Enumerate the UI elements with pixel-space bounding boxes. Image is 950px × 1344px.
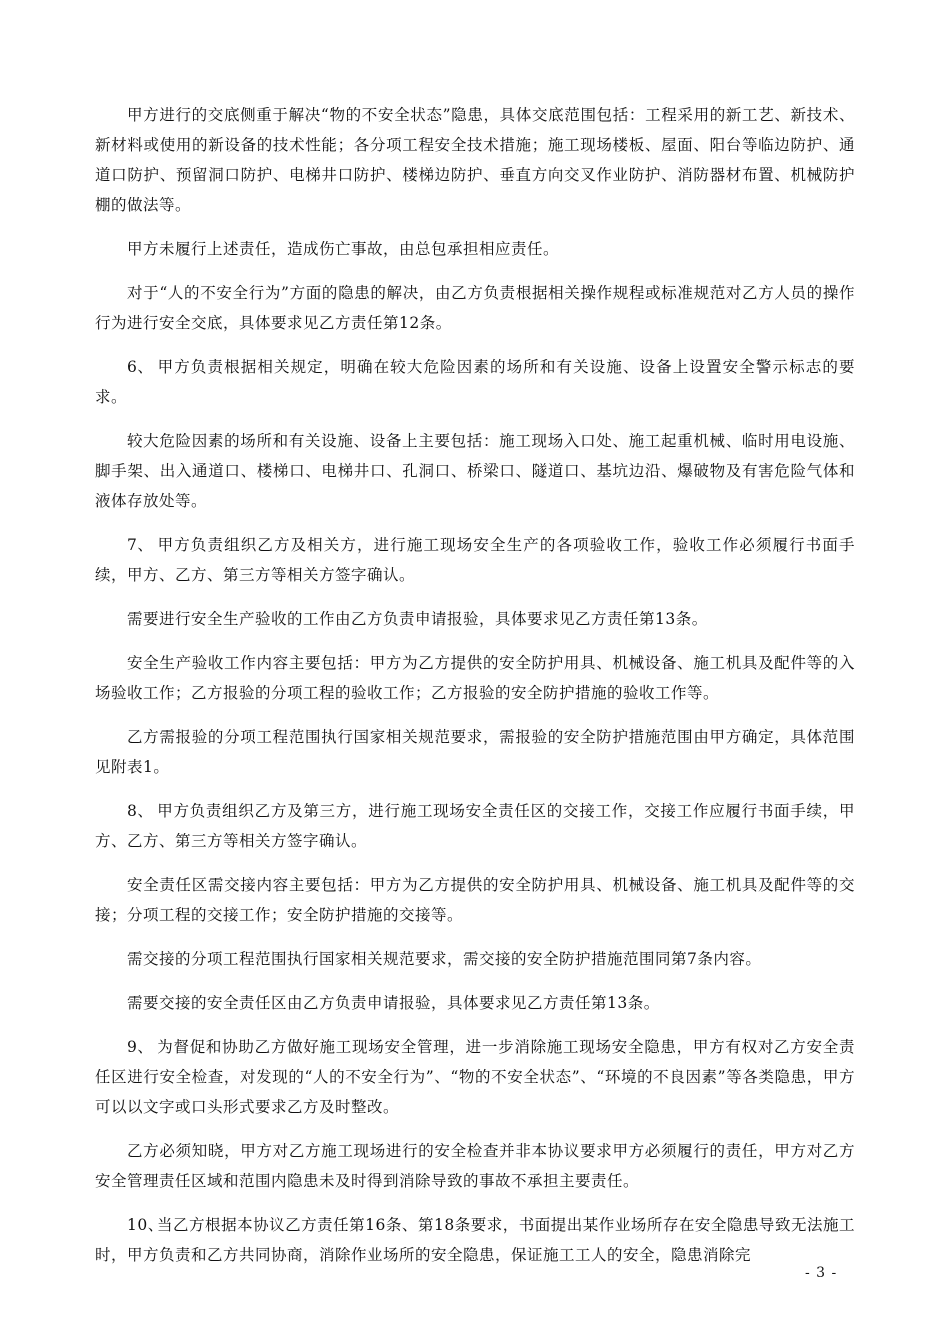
paragraph	[95, 234, 855, 264]
paragraph	[95, 278, 855, 338]
item-number: 7、	[127, 536, 154, 554]
paragraph	[95, 100, 855, 220]
item-number: 6、	[127, 358, 154, 376]
paragraph	[95, 944, 855, 974]
item-number: 8、	[127, 802, 154, 820]
numbered-paragraph	[95, 796, 855, 856]
paragraph-text: 甲方负责组织乙方及相关方，进行施工现场安全生产的各项验收工作，验收工作必须履行书面手续，甲方、乙方、第三方等相关方签字确认。	[95, 536, 855, 584]
item-number: 9、	[127, 1038, 154, 1056]
paragraph-text: 甲方进行的交底侧重于解决“物的不安全状态”隐患，具体交底范围包括：工程采用的新工艺、新技术、新材料或使用的新设备的技术性能；各分项工程安全技术措施；施工现场楼板、屋面、阳台等临边防护、通道口防护、预留洞口防护、电梯井口防护、楼梯边防护、垂直方向交叉作业防护、消防器材布置、机械防护棚的做法等。	[95, 106, 855, 214]
numbered-paragraph	[95, 530, 855, 590]
paragraph	[95, 988, 855, 1018]
document-body	[95, 100, 855, 1284]
paragraph-text: 乙方必须知晓，甲方对乙方施工现场进行的安全检查并非本协议要求甲方必须履行的责任，甲方对乙方安全管理责任区域和范围内隐患未及时得到消除导致的事故不承担主要责任。	[95, 1142, 855, 1190]
paragraph-text: 当乙方根据本协议乙方责任第16条、第18条要求，书面提出某作业场所存在安全隐患导致无法施工时，甲方负责和乙方共同协商，消除作业场所的安全隐患，保证施工工人的安全，隐患消除完	[95, 1216, 855, 1264]
paragraph-text: 安全生产验收工作内容主要包括：甲方为乙方提供的安全防护用具、机械设备、施工机具及配件等的入场验收工作；乙方报验的分项工程的验收工作；乙方报验的安全防护措施的验收工作等。	[95, 654, 855, 702]
item-number: 10、	[127, 1216, 164, 1234]
paragraph-text: 需要交接的安全责任区由乙方负责申请报验，具体要求见乙方责任第13条。	[127, 994, 660, 1012]
paragraph	[95, 870, 855, 930]
paragraph-text: 较大危险因素的场所和有关设施、设备上主要包括：施工现场入口处、施工起重机械、临时用电设施、脚手架、出入通道口、楼梯口、电梯井口、孔洞口、桥梁口、隧道口、基坑边沿、爆破物及有害危险气体和液体存放处等。	[95, 432, 855, 510]
paragraph	[95, 648, 855, 708]
paragraph-text: 需交接的分项工程范围执行国家相关规范要求，需交接的安全防护措施范围同第7条内容。	[127, 950, 762, 968]
paragraph	[95, 1136, 855, 1196]
numbered-paragraph	[95, 352, 855, 412]
paragraph-text: 对于“人的不安全行为”方面的隐患的解决，由乙方负责根据相关操作规程或标准规范对乙方人员的操作行为进行安全交底，具体要求见乙方责任第12条。	[95, 284, 855, 332]
paragraph-text: 乙方需报验的分项工程范围执行国家相关规范要求，需报验的安全防护措施范围由甲方确定，具体范围见附表1。	[95, 728, 855, 776]
paragraph-text: 甲方未履行上述责任，造成伤亡事故，由总包承担相应责任。	[127, 240, 560, 258]
paragraph	[95, 426, 855, 516]
page-number: - 3 -	[805, 1265, 838, 1281]
paragraph-text: 为督促和协助乙方做好施工现场安全管理，进一步消除施工现场安全隐患，甲方有权对乙方安全责任区进行安全检查，对发现的“人的不安全行为”、“物的不安全状态”、“环境的不良因素”等各类隐患，甲方可以以文字或口头形式要求乙方及时整改。	[95, 1038, 855, 1116]
paragraph	[95, 722, 855, 782]
paragraph-text: 甲方负责组织乙方及第三方，进行施工现场安全责任区的交接工作，交接工作应履行书面手续，甲方、乙方、第三方等相关方签字确认。	[95, 802, 855, 850]
numbered-paragraph	[95, 1210, 855, 1270]
paragraph-text: 安全责任区需交接内容主要包括：甲方为乙方提供的安全防护用具、机械设备、施工机具及配件等的交接；分项工程的交接工作；安全防护措施的交接等。	[95, 876, 855, 924]
paragraph	[95, 604, 855, 634]
paragraph-text: 甲方负责根据相关规定，明确在较大危险因素的场所和有关设施、设备上设置安全警示标志的要求。	[95, 358, 855, 406]
paragraph-text: 需要进行安全生产验收的工作由乙方负责申请报验，具体要求见乙方责任第13条。	[127, 610, 708, 628]
numbered-paragraph	[95, 1032, 855, 1122]
